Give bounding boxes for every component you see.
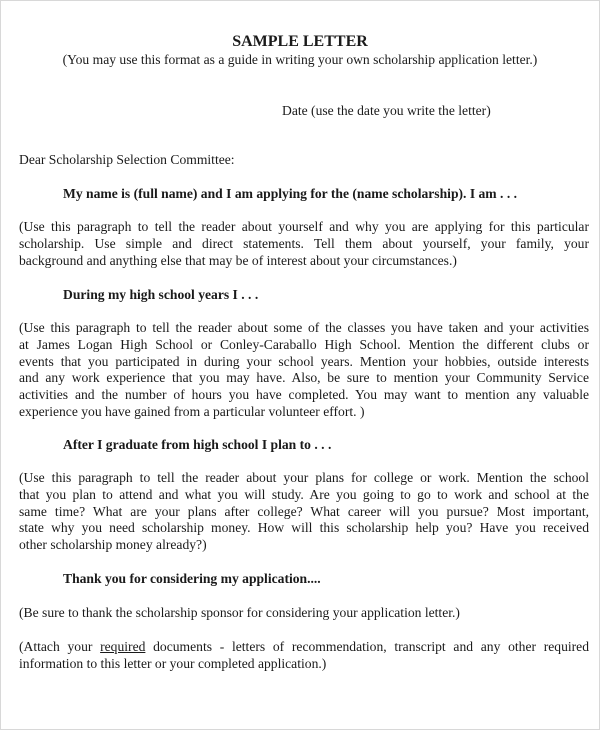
text-line: background and anything else that may be of interest about your circumstances.) — [19, 252, 457, 268]
text-line: scholarship. Use simple and direct statements. Tell them about yourself, your family, your — [19, 235, 589, 251]
paragraph-attachments — [19, 639, 589, 673]
heading-intro: My name is (full name) and I am applying for the (name scholarship). I am . . . — [63, 186, 518, 201]
letter-subtitle: (You may use this format as a guide in writing your own scholarship application letter.) — [62, 52, 538, 67]
heading-plans: After I graduate from high school I plan to . . . — [63, 437, 332, 452]
text-line: information to this letter or your completed application.) — [19, 655, 327, 671]
paragraph-plans — [19, 470, 589, 554]
text-segment: documents - letters of recommendation, transcript and any other required — [145, 639, 590, 654]
salutation: Dear Scholarship Selection Committee: — [19, 152, 235, 167]
text-line: that you plan to attend and what you will study. Are you going to go to work and school at the — [19, 486, 589, 502]
text-line — [19, 639, 589, 656]
text-line: events that you participated in during your school years. Mention your hobbies, outside interests — [19, 353, 589, 369]
text-line: (Use this paragraph to tell the reader about yourself and why you are applying for this particular — [19, 219, 589, 234]
text-line: (Be sure to thank the scholarship sponsor for considering your application letter.) — [19, 605, 460, 620]
text-segment: (Attach your — [19, 639, 101, 654]
heading-high-school: During my high school years I . . . — [63, 287, 259, 302]
text-line: (Use this paragraph to tell the reader about your plans for college or work. Mention the school — [19, 470, 589, 485]
text-line: other scholarship money already?) — [19, 537, 207, 553]
heading-thanks: Thank you for considering my application.... — [63, 571, 321, 586]
text-line: same time? What are your plans after college? What career will you pursue? Most important, — [19, 503, 589, 519]
underlined-word: required — [100, 639, 146, 654]
text-line: (Use this paragraph to tell the reader about some of the classes you have taken and your activities — [19, 320, 589, 335]
paragraph-high-school — [19, 320, 589, 421]
text-line: state why you need scholarship money. How will this scholarship help you? Have you received — [19, 520, 589, 536]
paragraph-intro — [19, 219, 589, 269]
text-line: experience you have gained from a particular volunteer effort. ) — [19, 403, 365, 419]
letter-title: SAMPLE LETTER — [232, 33, 368, 50]
date-line: Date (use the date you write the letter) — [282, 103, 491, 118]
paragraph-thanks — [19, 605, 589, 622]
text-line: activities and the number of hours you have completed. You may want to mention any valuable — [19, 387, 589, 403]
text-line: and any work experience that you may have. Also, be sure to mention your Community Service — [19, 370, 589, 386]
text-line: at James Logan High School or Conley-Caraballo High School. Mention the different clubs or — [19, 336, 589, 352]
